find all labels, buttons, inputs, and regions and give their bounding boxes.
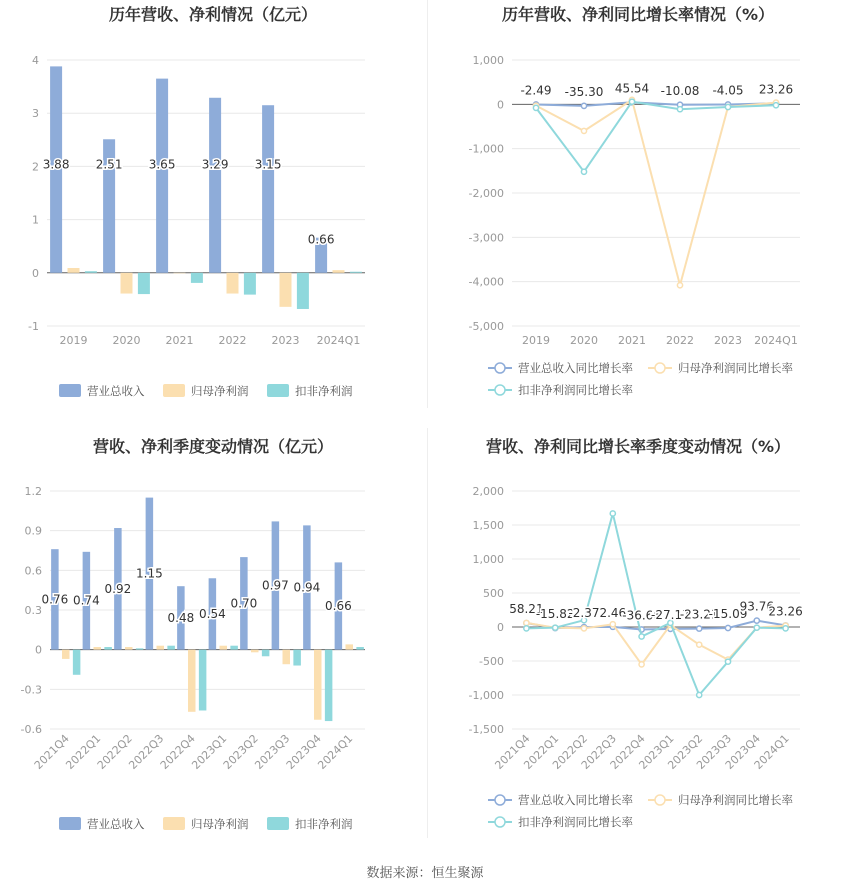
x-tick-label: 2023Q3 <box>694 731 735 772</box>
chart-title: 历年营收、净利同比增长率情况（%） <box>501 5 775 24</box>
series-point-归母净利润同比增长率 <box>677 283 682 288</box>
x-tick-label: 2024Q1 <box>316 334 361 347</box>
line-data-label: 23.26 <box>758 82 794 97</box>
bar-扣非净利润 <box>356 647 364 650</box>
bar-归母净利润 <box>220 646 228 650</box>
bar-data-label: 0.70 <box>230 596 258 611</box>
series-point-归母净利润同比增长率 <box>697 642 702 647</box>
bar-扣非净利润 <box>85 271 97 273</box>
panel-divider-vertical-bottom <box>427 428 428 838</box>
legend-label: 营业总收入 <box>87 817 145 831</box>
series-point-扣非净利润同比增长率 <box>725 104 730 109</box>
line-data-label: -36.66 <box>622 608 661 623</box>
legend-swatch <box>267 817 289 830</box>
series-point-营业总收入同比增长率 <box>754 618 759 623</box>
x-tick-label: 2024Q1 <box>751 731 792 772</box>
chart-title: 营收、净利季度变动情况（亿元） <box>92 437 334 456</box>
legend-swatch <box>163 817 185 830</box>
data-source-note: 数据来源：恒生聚源 <box>366 866 484 881</box>
bar-data-label: 2.51 <box>95 157 123 172</box>
legend-label: 扣非净利润同比增长率 <box>518 383 633 397</box>
bar-data-label: 0.92 <box>104 581 132 596</box>
x-tick-label: 2022Q2 <box>550 731 591 772</box>
y-tick-label: -0.6 <box>20 723 42 736</box>
x-tick-label: 2019 <box>59 334 88 347</box>
line-data-label: -15.09 <box>708 607 748 622</box>
y-tick-label: 0.6 <box>24 564 42 578</box>
bar-归母净利润 <box>283 650 291 665</box>
legend-label: 归母净利润 <box>191 384 249 398</box>
x-tick-label: 2021 <box>618 334 646 347</box>
line-data-label: -4.05 <box>712 83 744 98</box>
line-data-label: -15.82 <box>535 607 575 622</box>
y-tick-label: 1.2 <box>24 485 42 498</box>
legend-label: 归母净利润同比增长率 <box>678 793 793 807</box>
line-data-label: 2.46 <box>599 605 627 620</box>
legend <box>59 384 353 398</box>
bar-扣非净利润 <box>230 646 238 650</box>
series-point-营业总收入同比增长率 <box>725 625 730 630</box>
series-point-扣非净利润同比增长率 <box>553 625 558 630</box>
legend-marker <box>495 817 505 827</box>
series-point-扣非净利润同比增长率 <box>697 692 702 697</box>
line-data-label: -23.21 <box>679 607 719 622</box>
legend-label: 营业总收入 <box>87 384 145 398</box>
y-tick-label: -1 <box>28 320 39 333</box>
x-tick-label: 2022Q4 <box>607 731 648 772</box>
y-tick-label: 0 <box>497 98 504 112</box>
series-point-扣非净利润同比增长率 <box>533 105 538 110</box>
x-tick-label: 2023Q2 <box>220 731 261 772</box>
legend <box>488 793 793 829</box>
x-tick-label: 2021Q4 <box>31 731 72 772</box>
bar-data-label: 0.54 <box>199 606 226 621</box>
y-tick-label: 500 <box>483 587 504 600</box>
y-tick-label: -5,000 <box>468 320 504 333</box>
legend-label: 营业总收入同比增长率 <box>518 361 633 375</box>
bar-归母净利润 <box>174 273 186 274</box>
series-point-扣非净利润同比增长率 <box>677 107 682 112</box>
series-point-扣非净利润同比增长率 <box>725 659 730 664</box>
line-data-label: 45.54 <box>614 81 650 96</box>
bar-扣非净利润 <box>350 272 362 273</box>
y-tick-label: 0 <box>35 643 42 657</box>
bar-归母净利润 <box>314 650 322 720</box>
x-tick-label: 2023Q3 <box>252 731 293 772</box>
bar-data-label: 0.66 <box>325 599 352 614</box>
chart-title: 历年营收、净利情况（亿元） <box>108 5 318 24</box>
y-tick-label: 4 <box>32 54 39 67</box>
bar-归母净利润 <box>62 650 70 659</box>
x-tick-label: 2021Q4 <box>492 731 533 772</box>
bar-归母净利润 <box>188 650 196 712</box>
y-tick-label: -4,000 <box>468 275 504 289</box>
chart-annual_growth <box>469 5 800 397</box>
bar-data-label: 0.66 <box>307 232 335 247</box>
x-tick-label: 2024Q1 <box>754 334 798 347</box>
legend-swatch <box>163 384 185 397</box>
line-data-label: -10.08 <box>660 83 700 98</box>
line-data-label: 93.76 <box>739 599 774 614</box>
bar-归母净利润 <box>121 273 133 294</box>
bar-归母净利润 <box>346 644 354 649</box>
bar-扣非净利润 <box>262 650 270 657</box>
chart-quarterly_growth <box>469 437 803 829</box>
bar-data-label: 0.48 <box>167 610 195 625</box>
bar-扣非净利润 <box>325 650 333 721</box>
bar-扣非净利润 <box>293 650 301 666</box>
series-point-扣非净利润同比增长率 <box>783 626 788 631</box>
bar-data-label: 0.76 <box>41 592 69 607</box>
line-data-label: -27.17 <box>651 607 690 622</box>
bar-营业总收入 <box>209 98 221 273</box>
series-point-归母净利润同比增长率 <box>610 622 615 627</box>
y-tick-label: -1,500 <box>468 723 504 736</box>
bar-营业总收入 <box>262 105 274 273</box>
bar-归母净利润 <box>333 270 345 273</box>
x-tick-label: 2022Q1 <box>63 731 104 772</box>
x-tick-label: 2022Q3 <box>578 731 619 772</box>
series-point-扣非净利润同比增长率 <box>524 626 529 631</box>
line-data-label: 58.21 <box>509 602 544 617</box>
legend-label: 扣非净利润同比增长率 <box>518 815 633 829</box>
series-line-扣非净利润同比增长率 <box>536 102 776 172</box>
bar-data-label: 3.15 <box>254 157 282 172</box>
legend-marker <box>655 795 665 805</box>
line-data-label: -2.37 <box>568 606 600 621</box>
bar-扣非净利润 <box>199 650 207 711</box>
series-point-归母净利润同比增长率 <box>639 662 644 667</box>
series-point-扣非净利润同比增长率 <box>610 511 615 516</box>
bar-营业总收入 <box>156 79 168 273</box>
y-tick-label: 1,000 <box>472 553 504 566</box>
legend-label: 扣非净利润 <box>295 817 353 831</box>
line-data-label: -2.49 <box>520 83 552 98</box>
bar-扣非净利润 <box>73 650 81 675</box>
bar-扣非净利润 <box>244 273 256 295</box>
x-tick-label: 2020 <box>112 334 141 347</box>
y-tick-label: -1,000 <box>468 689 504 702</box>
x-tick-label: 2023Q4 <box>283 731 324 772</box>
y-tick-label: 2,000 <box>472 485 504 498</box>
bar-归母净利润 <box>125 647 133 650</box>
chart-quarterly_values <box>21 437 365 831</box>
legend-marker <box>655 363 665 373</box>
bar-data-label: 0.97 <box>262 578 289 593</box>
x-tick-label: 2023Q1 <box>189 731 230 772</box>
bar-data-label: 3.88 <box>42 157 70 172</box>
y-tick-label: 1,500 <box>472 519 504 532</box>
y-tick-label: 0.9 <box>24 524 42 538</box>
line-data-label: 23.26 <box>768 604 803 619</box>
series-point-归母净利润同比增长率 <box>524 620 529 625</box>
legend-marker <box>495 385 505 395</box>
y-tick-label: 0 <box>497 621 504 634</box>
series-point-扣非净利润同比增长率 <box>754 625 759 630</box>
series-point-归母净利润同比增长率 <box>581 626 586 631</box>
x-tick-label: 2023Q2 <box>665 731 706 772</box>
x-tick-label: 2023 <box>714 334 742 347</box>
y-tick-label: -0.3 <box>20 683 42 697</box>
legend-label: 归母净利润同比增长率 <box>678 361 793 375</box>
y-tick-label: -3,000 <box>468 231 504 245</box>
x-tick-label: 2024Q1 <box>315 731 356 772</box>
bar-归母净利润 <box>94 647 102 650</box>
legend-marker <box>495 363 505 373</box>
legend <box>488 361 793 397</box>
y-tick-label: 0 <box>32 266 39 280</box>
series-point-营业总收入同比增长率 <box>581 103 586 108</box>
y-tick-label: -1,000 <box>468 142 504 156</box>
y-tick-label: -500 <box>479 655 504 668</box>
bar-data-label: 3.65 <box>148 157 176 172</box>
x-tick-label: 2023Q4 <box>722 731 763 772</box>
bar-归母净利润 <box>227 273 239 294</box>
y-tick-label: 0.3 <box>24 604 42 617</box>
x-tick-label: 2022 <box>666 334 694 347</box>
x-tick-label: 2022 <box>218 334 247 347</box>
bar-扣非净利润 <box>104 647 112 650</box>
x-tick-label: 2022Q1 <box>521 731 562 772</box>
series-point-扣非净利润同比增长率 <box>581 169 586 174</box>
legend-label: 扣非净利润 <box>295 384 353 398</box>
series-point-扣非净利润同比增长率 <box>639 634 644 639</box>
x-tick-label: 2022Q4 <box>157 731 198 772</box>
bar-扣非净利润 <box>167 646 175 650</box>
bar-扣非净利润 <box>297 273 309 309</box>
x-tick-label: 2020 <box>570 334 598 347</box>
legend-swatch <box>59 384 81 397</box>
legend-label: 营业总收入同比增长率 <box>518 793 633 807</box>
bar-归母净利润 <box>251 650 259 653</box>
y-tick-label: 1,000 <box>472 54 504 67</box>
bar-扣非净利润 <box>136 648 144 649</box>
bar-扣非净利润 <box>138 273 150 294</box>
x-tick-label: 2021 <box>165 334 194 347</box>
legend-marker <box>495 795 505 805</box>
legend <box>59 817 353 831</box>
bar-归母净利润 <box>157 646 165 650</box>
bar-data-label: 3.29 <box>201 157 229 172</box>
legend-swatch <box>59 817 81 830</box>
series-point-归母净利润同比增长率 <box>581 128 586 133</box>
legend-swatch <box>267 384 289 397</box>
y-tick-label: 2 <box>32 160 39 174</box>
chart-annual_values <box>28 5 365 398</box>
series-point-扣非净利润同比增长率 <box>629 99 634 104</box>
panel-divider-vertical-top <box>427 0 428 408</box>
x-tick-label: 2023Q1 <box>636 731 677 772</box>
y-tick-label: 1 <box>32 213 39 227</box>
bar-data-label: 1.15 <box>136 566 163 581</box>
bar-data-label: 0.94 <box>293 580 321 595</box>
x-tick-label: 2023 <box>271 334 300 347</box>
bar-data-label: 0.74 <box>73 593 100 608</box>
y-tick-label: -2,000 <box>468 187 504 200</box>
series-point-扣非净利润同比增长率 <box>773 103 778 108</box>
legend-label: 归母净利润 <box>191 817 249 831</box>
x-tick-label: 2022Q2 <box>94 731 135 772</box>
series-point-营业总收入同比增长率 <box>697 626 702 631</box>
y-tick-label: 3 <box>32 107 39 121</box>
line-data-label: -35.30 <box>564 84 604 99</box>
bar-扣非净利润 <box>191 273 203 283</box>
x-tick-label: 2022Q3 <box>126 731 167 772</box>
chart-title: 营收、净利同比增长率季度变动情况（%） <box>485 437 791 456</box>
bar-归母净利润 <box>280 273 292 307</box>
bar-归母净利润 <box>68 268 80 273</box>
x-tick-label: 2019 <box>522 334 550 347</box>
